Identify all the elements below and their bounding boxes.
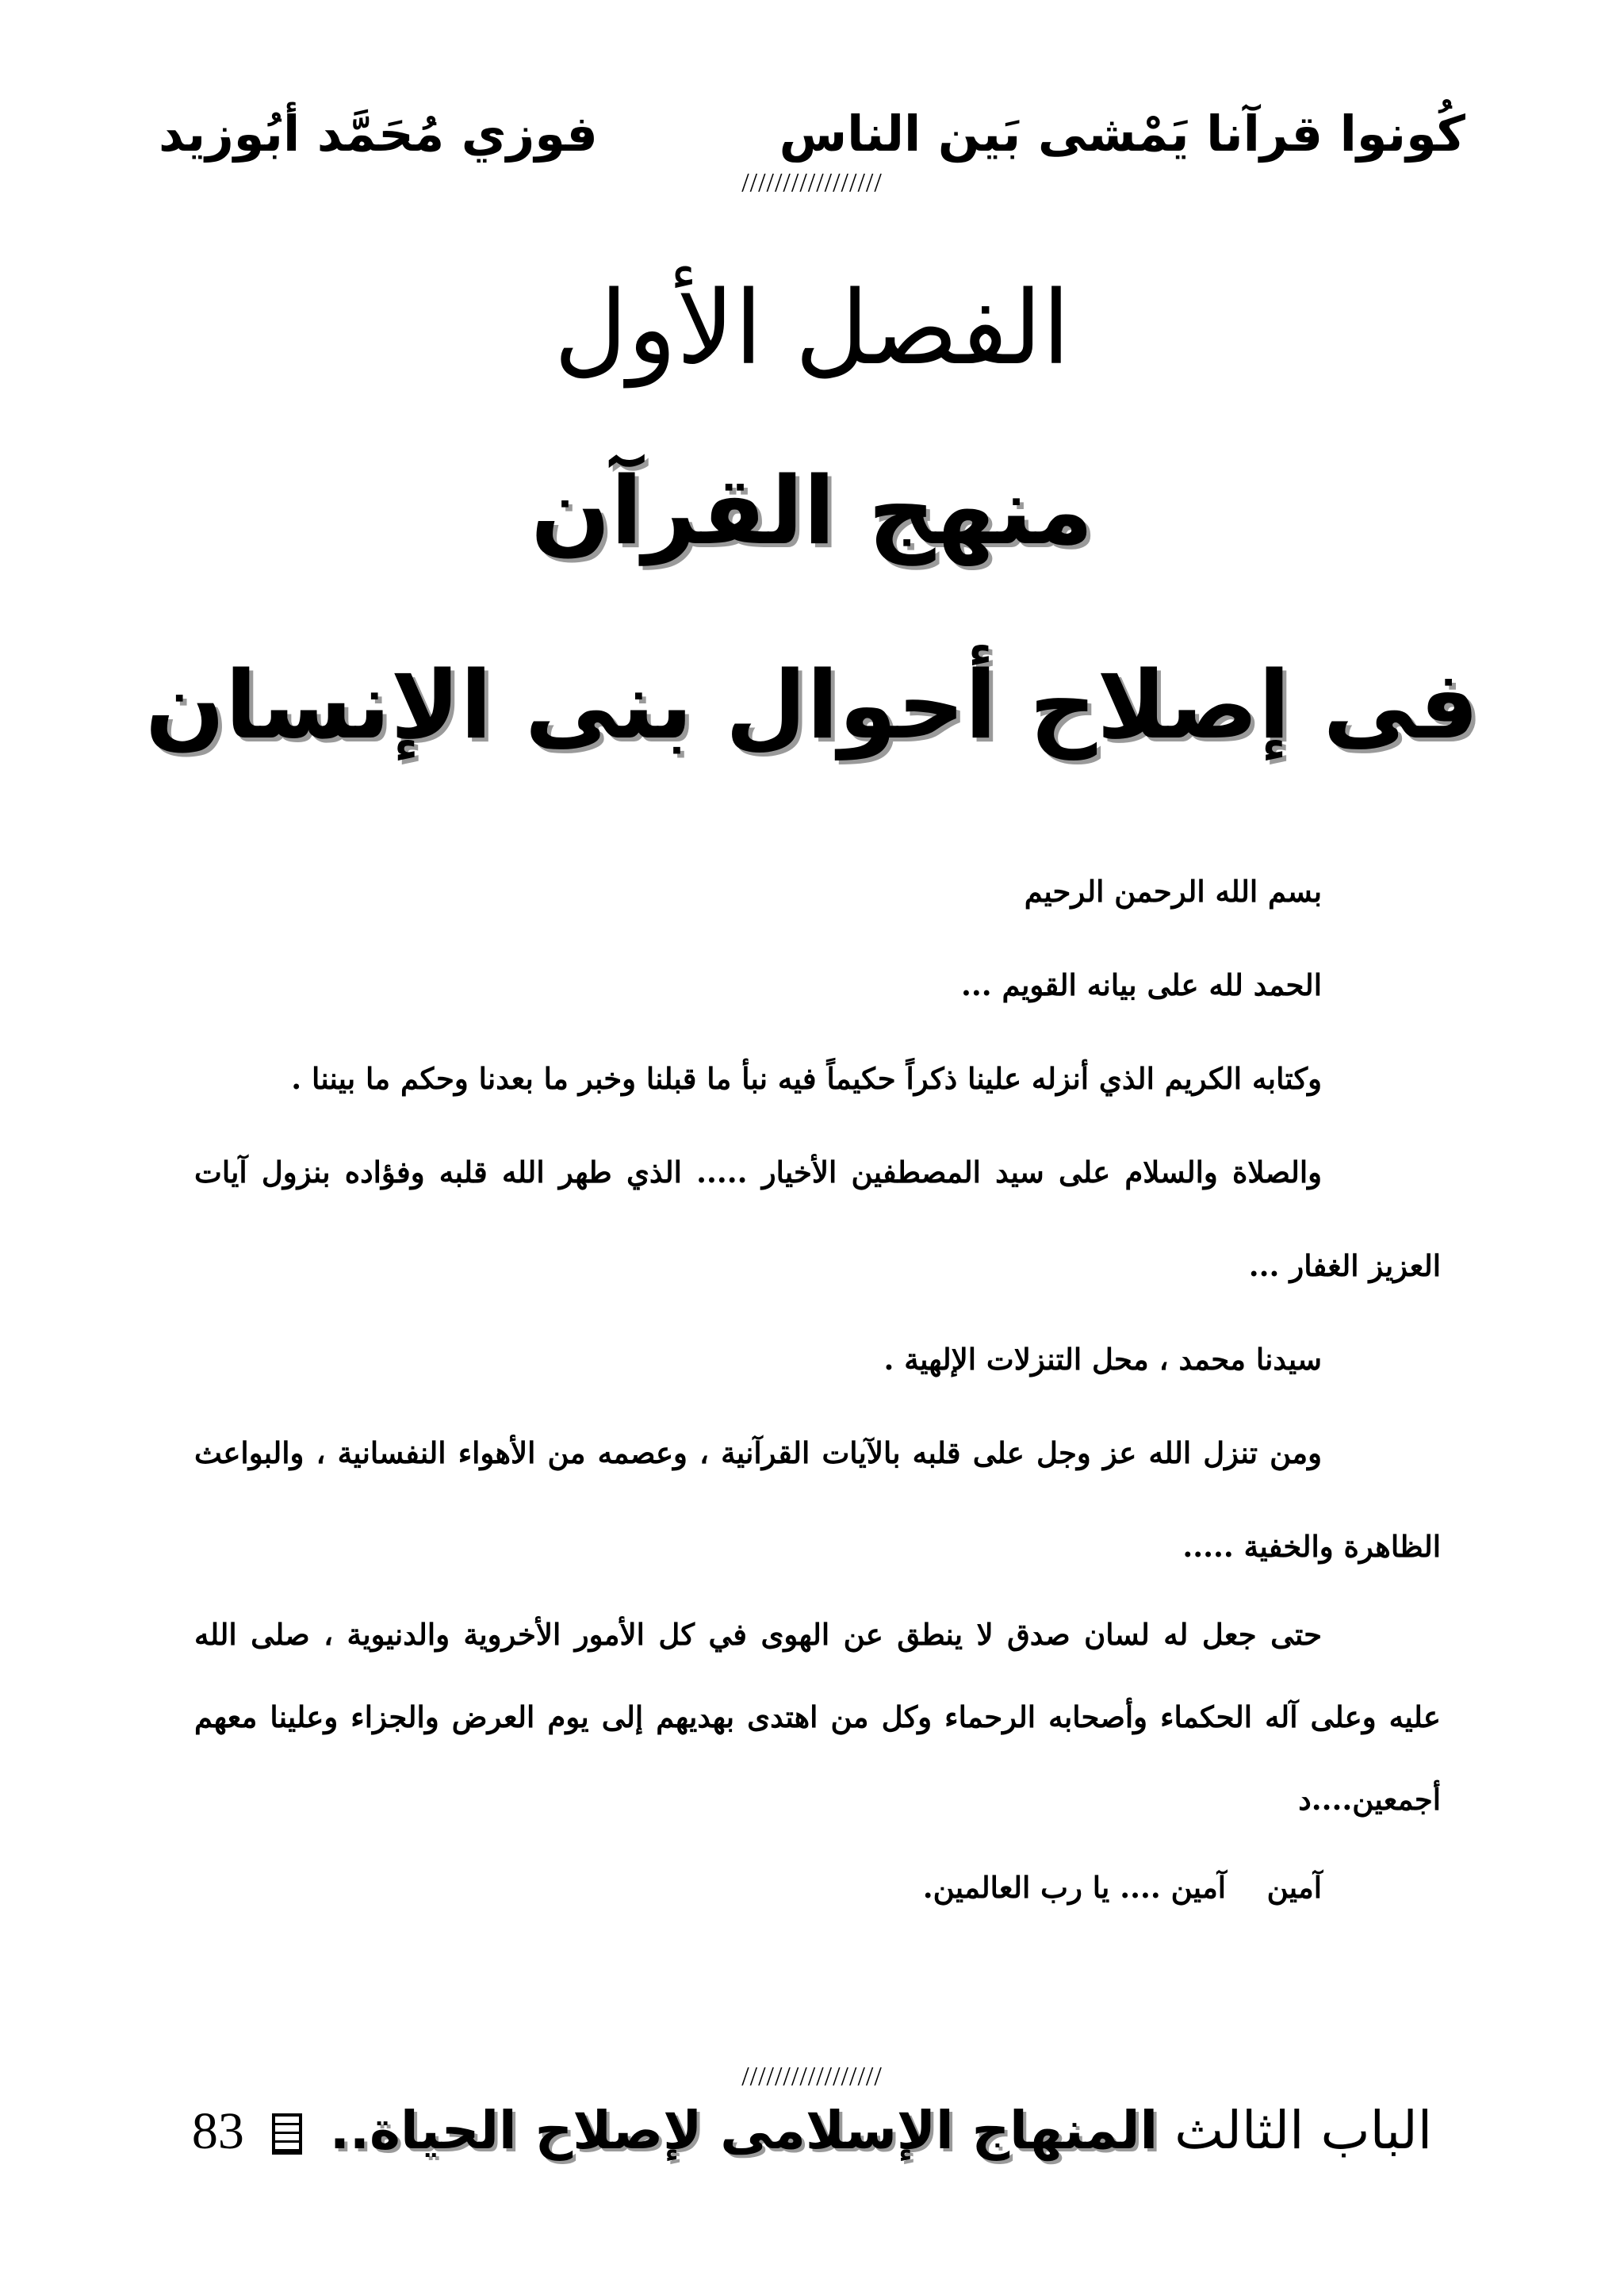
- paragraph: حتى جعل له لسان صدق لا ينطق عن الهوى في كل الأمور الأخروية والدنيوية ، صلى الله عليه وعلى آله الحكماء وأصحابه الرحماء وكل من اهتدى بهديهم إلى يوم العرض والجزاء وعلينا معهم أجمعين....د: [194, 1617, 1441, 1817]
- chapter-title-line-2: فى إصلاح أحوال بنى الإنسان: [145, 650, 1479, 760]
- chapter-title-line-1: منهج القرآن: [530, 456, 1094, 565]
- paragraph: سيدنا محمد ، محل التنزلات الإلهية .: [883, 1342, 1322, 1377]
- chapter-number: الفصل الأول: [553, 270, 1071, 388]
- paragraph-amen: آمين آمين .... يا رب العالمين.: [922, 1870, 1322, 1905]
- paragraph: ومن تنزل الله عز وجل على قلبه بالآيات القرآنية ، وعصمه من الأهواء النفسانية ، والبواعث الظاهرة والخفية .....: [194, 1435, 1441, 1564]
- paragraph: والصلاة والسلام على سيد المصطفين الأخيار ..... الذي طهر الله قلبه وفؤاده بنزول آيات العزيز الغفار ...: [194, 1155, 1441, 1283]
- paragraph-basmala: بسم الله الرحمن الرحيم: [1024, 874, 1322, 909]
- paragraph: وكتابه الكريم الذي أنزله علينا ذكراً حكيماً فيه نبأ ما قبلنا وخبر ما بعدنا وحكم ما بيننا .: [291, 1061, 1322, 1096]
- book-title: كُونوا قرآنا يَمْشى بَين الناس: [779, 104, 1465, 163]
- footer-separator: /////////////////: [741, 2062, 883, 2091]
- book-icon: [272, 2113, 302, 2155]
- running-header: [159, 94, 1465, 173]
- page-footer: [0, 2100, 1624, 2195]
- footer-part: الباب الثالث: [1174, 2100, 1433, 2161]
- body-text: [194, 845, 1441, 1934]
- paragraph: الحمد لله على بيانه القويم ...: [960, 967, 1322, 1002]
- header-separator: /////////////////: [741, 168, 883, 197]
- author-name: فوزي مُحَمَّد أبُوزيد: [159, 104, 598, 163]
- page-number: 83: [191, 2102, 244, 2160]
- footer-part-title: المنهاج الإسلامى لإصلاح الحياة..: [329, 2100, 1159, 2161]
